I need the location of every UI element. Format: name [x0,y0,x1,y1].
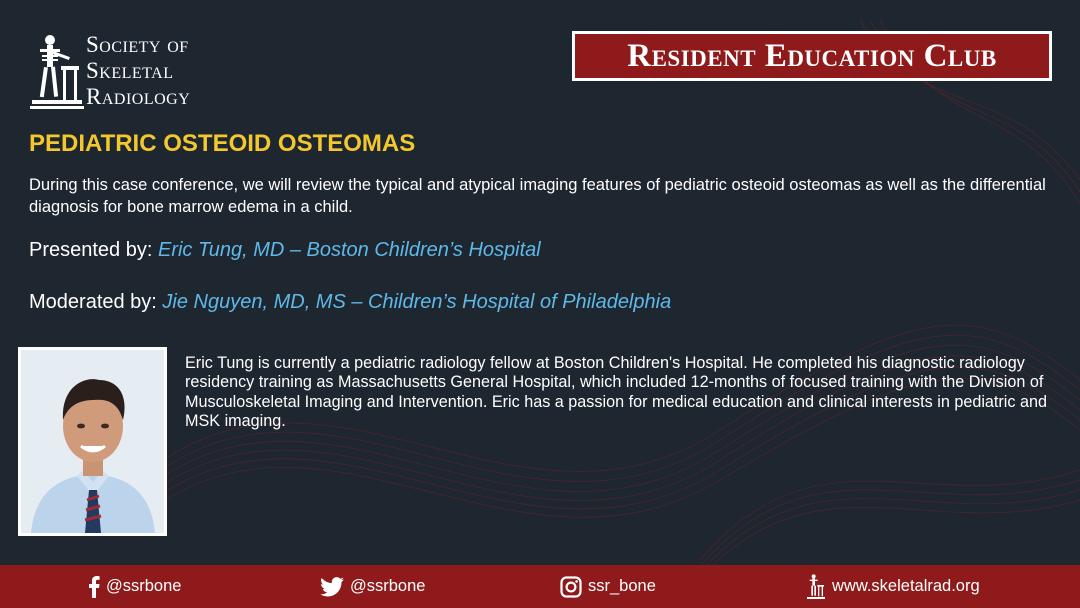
twitter-icon [320,577,344,597]
moderated-by-label: Moderated by: [29,291,157,313]
presenter-portrait-image [21,350,164,533]
instagram-icon [560,576,582,598]
presented-by-label: Presented by: [29,239,153,261]
society-name-line-3: Radiology [86,84,191,109]
facebook-link[interactable] [88,565,181,608]
event-title: PEDIATRIC OSTEOID OSTEOMAS [29,130,416,157]
society-name [86,32,190,110]
presenter-photo [18,347,167,536]
society-name-line-1: Society of [86,32,189,57]
footer-bar [0,565,1080,608]
facebook-handle: @ssrbone [106,577,182,595]
moderator-name: Jie Nguyen, MD, MS – Children’s Hospital of Philadelphia [162,291,672,313]
instagram-link[interactable] [560,565,656,608]
instagram-handle: ssr_bone [588,577,656,595]
resident-education-club-banner: Resident Education Club [572,31,1052,81]
society-name-line-2: Skeletal [86,58,174,83]
website-url: www.skeletalrad.org [832,577,980,595]
website-link[interactable] [806,565,980,608]
society-logo [28,30,248,116]
facebook-icon [88,576,100,598]
skeleton-small-icon [806,573,826,601]
presenter-name: Eric Tung, MD – Boston Children’s Hospital [157,239,541,261]
twitter-handle: @ssrbone [350,577,426,595]
skeleton-logo-icon [28,30,86,114]
moderator-line [29,291,671,314]
twitter-link[interactable] [320,565,425,608]
presenter-bio: Eric Tung is currently a pediatric radiology fellow at Boston Children's Hospital. He completed his diagnostic radiology residency training as Massachusetts General Hospital, which included 12-months of focused training with the Division of Musculoskeletal Imaging and Intervention. Eric has a passion for medical education and clinical interests in pediatric and MSK imaging. [185,354,1048,430]
presenter-line [29,239,541,262]
event-description: During this case conference, we will review the typical and atypical imaging features of pediatric osteoid osteomas as well as the differential diagnosis for bone marrow edema in a child. [29,176,1046,216]
